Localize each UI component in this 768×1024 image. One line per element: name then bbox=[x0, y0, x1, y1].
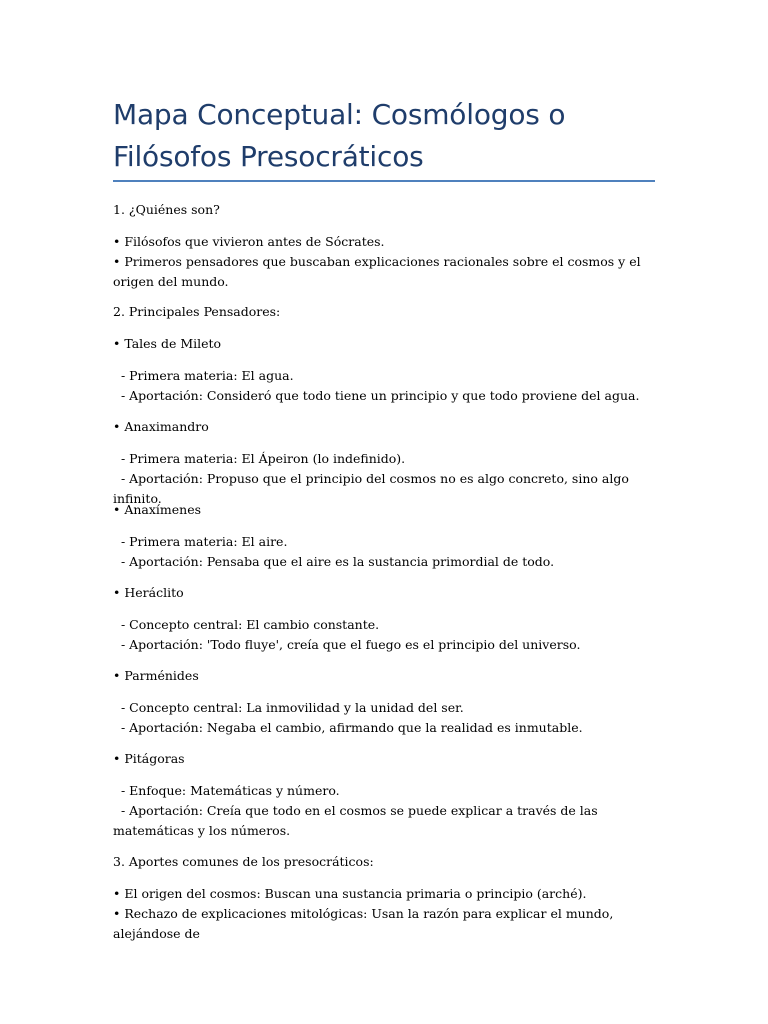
thinker-tales-details: - Primera materia: El agua. - Aportación: Consideró que todo tiene un principio y que todo proviene del agua. bbox=[120, 368, 640, 403]
thinker-heraclito-details: - Concepto central: El cambio constante. - Aportación: 'Todo fluye', creía que el fuego es el principio del universo. bbox=[120, 617, 581, 652]
thinker-anaximenes-details: - Primera materia: El aire. - Aportación: Pensaba que el aire es la sustancia primordial de todo. bbox=[120, 534, 555, 569]
thinker-parmenides: • Parménides bbox=[113, 668, 199, 683]
document-title: Mapa Conceptual: Cosmólogos o Filósofos Presocráticos bbox=[113, 98, 566, 173]
paragraph-who-bullets: • Filósofos que vivieron antes de Sócrates. • Primeros pensadores que buscaban explicaciones racionales sobre el cosmos y el origen del mundo. bbox=[113, 234, 641, 289]
thinker-anaximenes: • Anaxímenes bbox=[113, 502, 202, 517]
thinker-pitagoras: • Pitágoras bbox=[113, 751, 185, 766]
thinker-anaximandro: • Anaximandro bbox=[113, 419, 209, 434]
section-heading-common-contributions: 3. Aportes comunes de los presocráticos: bbox=[113, 854, 374, 869]
thinker-tales: • Tales de Mileto bbox=[113, 336, 222, 351]
thinker-pitagoras-details: - Enfoque: Matemáticas y número. - Aportación: Creía que todo en el cosmos se puede explicar a través de las matemáticas y los números. bbox=[113, 783, 598, 838]
section-heading-who: 1. ¿Quiénes son? bbox=[113, 202, 220, 217]
paragraph-common-contributions: • El origen del cosmos: Buscan una sustancia primaria o principio (arché). • Rechazo de explicaciones mitológicas: Usan la razón para explicar el mundo, alejándose de bbox=[113, 886, 614, 941]
thinker-heraclito: • Heráclito bbox=[113, 585, 184, 600]
section-heading-thinkers: 2. Principales Pensadores: bbox=[113, 304, 281, 319]
thinker-anaximandro-details: - Primera materia: El Ápeiron (lo indefinido). - Aportación: Propuso que el principio del cosmos no es algo concreto, sino algo infinito. bbox=[113, 451, 629, 506]
title-underline bbox=[113, 180, 655, 182]
thinker-parmenides-details: - Concepto central: La inmovilidad y la unidad del ser. - Aportación: Negaba el cambio, afirmando que la realidad es inmutable. bbox=[120, 700, 583, 735]
